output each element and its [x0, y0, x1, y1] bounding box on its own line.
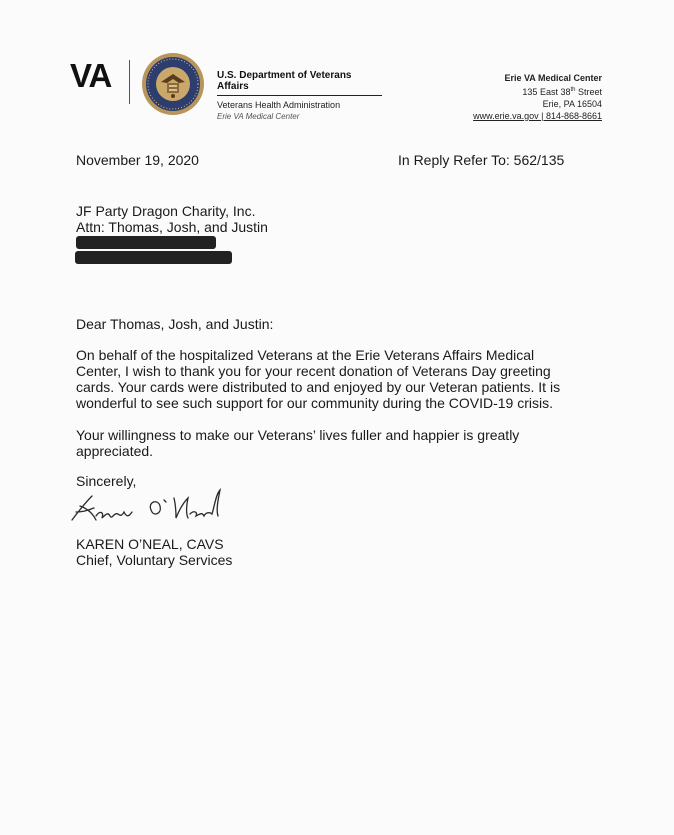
administration-name: Veterans Health Administration	[217, 100, 341, 110]
redacted-street	[76, 236, 216, 249]
signature-image	[66, 482, 236, 532]
closing: Sincerely,	[76, 473, 137, 489]
redacted-city	[75, 251, 232, 264]
department-name: U.S. Department of Veterans Affairs	[217, 70, 382, 96]
recipient-name: JF Party Dragon Charity, Inc.	[76, 203, 256, 219]
address-city: Erie, PA 16504	[542, 99, 602, 109]
address-block	[473, 72, 602, 122]
center-name-italic: Erie VA Medical Center	[217, 112, 300, 121]
signer-name: KAREN O’NEAL, CAVS	[76, 536, 224, 552]
department-block	[217, 70, 382, 121]
recipient-attn: Attn: Thomas, Josh, and Justin	[76, 219, 268, 235]
va-logo: VA	[70, 57, 112, 94]
address-name: Erie VA Medical Center	[504, 73, 602, 83]
signer-title: Chief, Voluntary Services	[76, 552, 233, 568]
body-paragraph-2: Your willingness to make our Veterans’ lives fuller and happier is greatly appreciated.	[76, 427, 520, 459]
salutation: Dear Thomas, Josh, and Justin:	[76, 316, 274, 332]
signer-block	[76, 536, 232, 568]
reply-reference: In Reply Refer To: 562/135	[398, 152, 565, 168]
va-seal-icon	[141, 52, 205, 116]
address-street: 135 East 38th Street	[522, 87, 602, 97]
recipient-block	[76, 203, 268, 235]
address-contact[interactable]: www.erie.va.gov | 814-868-8661	[473, 111, 602, 121]
letter-date: November 19, 2020	[76, 152, 199, 168]
body-paragraph-1: On behalf of the hospitalized Veterans at the Erie Veterans Affairs Medical Center, I wish to thank you for your recent donation of Veterans Day greeting cards. Your cards were distributed to and enjoyed by our Veteran patients. It is wonderful to see such support for our community during the COVID-19 crisis.	[76, 347, 561, 411]
logo-divider	[129, 60, 130, 104]
